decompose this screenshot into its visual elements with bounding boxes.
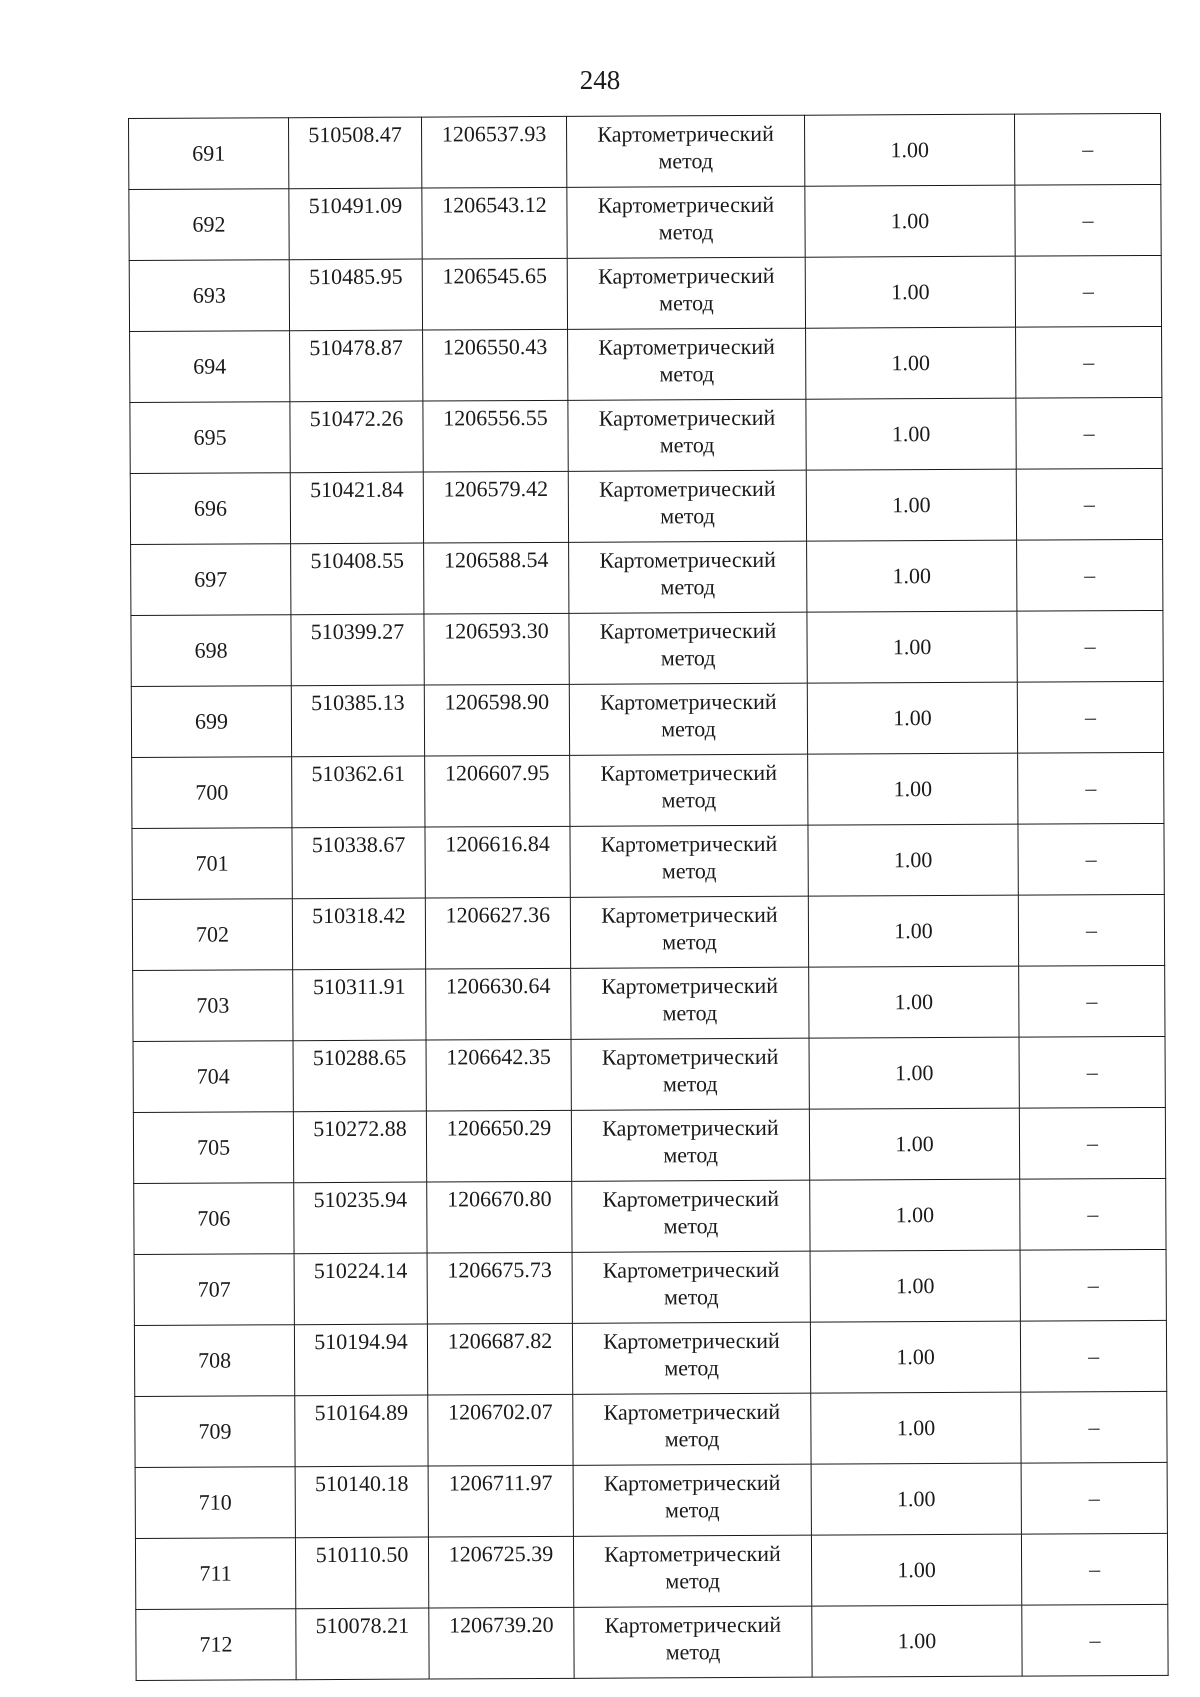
method-line-2: метод (659, 361, 715, 387)
accuracy-cell: 1.00 (810, 1179, 1020, 1251)
x-coordinate-cell: 510140.18 (295, 1466, 428, 1538)
y-coordinate-cell: 1206598.90 (424, 684, 569, 756)
accuracy-cell: 1.00 (811, 1392, 1021, 1464)
accuracy-cell: 1.00 (809, 966, 1019, 1038)
note-cell: – (1017, 539, 1163, 611)
x-coordinate-cell: 510485.95 (289, 259, 422, 331)
method-cell (567, 257, 805, 329)
x-coordinate-cell: 510362.61 (292, 756, 425, 828)
y-coordinate-cell: 1206642.35 (426, 1039, 571, 1111)
page-number: 248 (579, 65, 621, 95)
note-cell: – (1022, 1604, 1168, 1676)
point-number-cell: 698 (131, 615, 291, 687)
table-row (131, 681, 1163, 757)
point-number-cell: 704 (133, 1041, 293, 1113)
note-cell: – (1020, 1249, 1166, 1321)
y-coordinate-cell: 1206593.30 (424, 613, 569, 685)
x-coordinate-cell: 510472.26 (290, 401, 423, 473)
accuracy-cell: 1.00 (804, 114, 1014, 186)
method-cell (570, 754, 808, 826)
table-row (129, 113, 1161, 189)
x-coordinate-cell: 510078.21 (296, 1608, 429, 1680)
accuracy-cell: 1.00 (805, 256, 1015, 328)
method-line-1: Картометрический (602, 1185, 780, 1212)
x-coordinate-cell: 510491.09 (289, 188, 422, 260)
note-cell: – (1021, 1462, 1167, 1534)
note-cell: – (1018, 894, 1164, 966)
point-number-cell: 691 (129, 118, 289, 190)
table-row (135, 1462, 1167, 1538)
method-line-2: метод (661, 787, 717, 813)
method-line-2: метод (664, 1497, 720, 1523)
method-cell (570, 825, 808, 897)
method-line-1: Картометрический (602, 1114, 779, 1141)
method-cell (573, 1464, 811, 1536)
table-row (133, 965, 1165, 1041)
point-number-cell: 706 (134, 1183, 294, 1255)
method-line-2: метод (665, 1568, 720, 1594)
table-row (136, 1604, 1168, 1680)
point-number-cell: 707 (134, 1254, 294, 1326)
method-line-2: метод (663, 1284, 719, 1310)
note-cell: – (1020, 1320, 1166, 1392)
x-coordinate-cell: 510478.87 (290, 330, 423, 402)
method-cell (567, 186, 805, 258)
point-number-cell: 697 (131, 544, 291, 616)
method-line-1: Картометрический (601, 972, 779, 999)
y-coordinate-cell: 1206543.12 (422, 187, 567, 259)
point-number-cell: 712 (136, 1609, 296, 1681)
x-coordinate-cell: 510272.88 (293, 1111, 426, 1183)
y-coordinate-cell: 1206607.95 (425, 755, 570, 827)
accuracy-cell: 1.00 (806, 327, 1016, 399)
accuracy-cell: 1.00 (811, 1534, 1021, 1606)
point-number-cell: 705 (133, 1112, 293, 1184)
note-cell: – (1018, 752, 1164, 824)
accuracy-cell: 1.00 (810, 1250, 1020, 1322)
y-coordinate-cell: 1206588.54 (424, 542, 569, 614)
method-line-1: Картометрический (599, 546, 776, 573)
method-line-1: Картометрический (603, 1398, 781, 1425)
table-row (133, 1036, 1165, 1112)
x-coordinate-cell: 510508.47 (289, 117, 422, 189)
y-coordinate-cell: 1206627.36 (425, 897, 570, 969)
point-number-cell: 708 (134, 1325, 294, 1397)
point-number-cell: 694 (130, 331, 290, 403)
method-cell (569, 683, 807, 755)
method-line-1: Картометрический (601, 1043, 779, 1070)
y-coordinate-cell: 1206550.43 (423, 329, 568, 401)
method-line-2: метод (661, 716, 716, 742)
x-coordinate-cell: 510385.13 (291, 685, 424, 757)
point-number-cell: 695 (130, 402, 290, 474)
point-number-cell: 701 (132, 828, 292, 900)
table-row (130, 397, 1162, 473)
accuracy-cell: 1.00 (805, 185, 1015, 257)
x-coordinate-cell: 510399.27 (291, 614, 424, 686)
point-number-cell: 702 (132, 899, 292, 971)
point-number-cell: 710 (135, 1467, 295, 1539)
method-line-2: метод (665, 1639, 721, 1665)
method-cell (573, 1393, 811, 1465)
table-row (130, 326, 1162, 402)
x-coordinate-cell: 510408.55 (291, 543, 424, 615)
x-coordinate-cell: 510194.94 (294, 1324, 427, 1396)
y-coordinate-cell: 1206725.39 (428, 1536, 573, 1608)
accuracy-cell: 1.00 (807, 682, 1017, 754)
table-row (134, 1178, 1166, 1254)
table-row (132, 894, 1164, 970)
method-line-1: Картометрический (604, 1540, 781, 1567)
method-cell (572, 1322, 810, 1394)
note-cell: – (1015, 255, 1161, 327)
note-cell: – (1019, 1107, 1165, 1179)
method-line-2: метод (660, 503, 715, 529)
accuracy-cell: 1.00 (806, 469, 1016, 541)
table-row (133, 1107, 1165, 1183)
method-cell (569, 541, 807, 613)
note-cell: – (1016, 326, 1162, 398)
method-line-1: Картометрический (600, 830, 778, 857)
accuracy-cell: 1.00 (808, 824, 1018, 896)
note-cell: – (1018, 823, 1164, 895)
note-cell: – (1017, 610, 1163, 682)
x-coordinate-cell: 510164.89 (295, 1395, 428, 1467)
method-line-1: Картометрический (600, 688, 777, 715)
method-line-2: метод (663, 1213, 719, 1239)
method-line-1: Картометрический (603, 1327, 780, 1354)
x-coordinate-cell: 510318.42 (292, 898, 425, 970)
point-number-cell: 699 (131, 686, 291, 758)
point-number-cell: 696 (130, 473, 290, 545)
x-coordinate-cell: 510311.91 (293, 969, 426, 1041)
method-line-1: Картометрический (600, 759, 778, 786)
method-cell (568, 399, 806, 471)
table-row (130, 468, 1162, 544)
method-cell (566, 115, 804, 187)
point-number-cell: 700 (132, 757, 292, 829)
coordinates-table (128, 113, 1169, 1681)
table-row (132, 752, 1164, 828)
method-cell (573, 1535, 811, 1607)
method-cell (568, 328, 806, 400)
x-coordinate-cell: 510288.65 (293, 1040, 426, 1112)
method-line-2: метод (661, 858, 717, 884)
method-line-1: Картометрический (604, 1611, 782, 1638)
method-line-1: Картометрический (598, 404, 776, 431)
method-line-1: Картометрический (602, 1256, 780, 1283)
accuracy-cell: 1.00 (810, 1321, 1020, 1393)
method-line-2: метод (658, 219, 714, 245)
y-coordinate-cell: 1206630.64 (426, 968, 571, 1040)
accuracy-cell: 1.00 (812, 1605, 1022, 1677)
method-line-2: метод (658, 148, 714, 174)
method-cell (572, 1251, 810, 1323)
table-row (134, 1249, 1166, 1325)
method-line-1: Картометрический (603, 1469, 781, 1496)
note-cell: – (1021, 1391, 1167, 1463)
y-coordinate-cell: 1206739.20 (429, 1607, 574, 1679)
x-coordinate-cell: 510235.94 (294, 1182, 427, 1254)
y-coordinate-cell: 1206537.93 (421, 116, 566, 188)
method-cell (568, 470, 806, 542)
method-line-2: метод (659, 432, 715, 458)
method-line-1: Картометрический (597, 262, 775, 289)
x-coordinate-cell: 510224.14 (294, 1253, 427, 1325)
method-line-2: метод (664, 1355, 719, 1381)
point-number-cell: 692 (129, 189, 289, 261)
note-cell: – (1014, 113, 1160, 185)
y-coordinate-cell: 1206687.82 (427, 1323, 572, 1395)
accuracy-cell: 1.00 (808, 753, 1018, 825)
x-coordinate-cell: 510110.50 (295, 1537, 428, 1609)
point-number-cell: 693 (129, 260, 289, 332)
point-number-cell: 711 (135, 1538, 295, 1610)
note-cell: – (1020, 1178, 1166, 1250)
method-line-1: Картометрический (599, 617, 777, 644)
method-cell (571, 1109, 809, 1181)
note-cell: – (1016, 397, 1162, 469)
accuracy-cell: 1.00 (809, 1037, 1019, 1109)
method-cell (571, 1038, 809, 1110)
note-cell: – (1015, 184, 1161, 256)
accuracy-cell: 1.00 (809, 1108, 1019, 1180)
table-row (134, 1320, 1166, 1396)
y-coordinate-cell: 1206702.07 (428, 1394, 573, 1466)
accuracy-cell: 1.00 (807, 611, 1017, 683)
method-cell (569, 612, 807, 684)
table-row (135, 1533, 1167, 1609)
method-line-2: метод (660, 645, 716, 671)
note-cell: – (1019, 965, 1165, 1037)
coordinates-table-body (129, 113, 1169, 1680)
method-line-2: метод (660, 574, 716, 600)
table-row (132, 823, 1164, 899)
table-row (135, 1391, 1167, 1467)
method-line-2: метод (662, 929, 717, 955)
method-line-2: метод (662, 1071, 718, 1097)
note-cell: – (1016, 468, 1162, 540)
y-coordinate-cell: 1206616.84 (425, 826, 570, 898)
y-coordinate-cell: 1206675.73 (427, 1252, 572, 1324)
method-line-1: Картометрический (601, 901, 778, 928)
accuracy-cell: 1.00 (808, 895, 1018, 967)
table-row (129, 184, 1161, 260)
table-row (129, 255, 1161, 331)
x-coordinate-cell: 510421.84 (290, 472, 423, 544)
method-line-2: метод (663, 1142, 718, 1168)
method-cell (572, 1180, 810, 1252)
method-line-2: метод (659, 290, 714, 316)
point-number-cell: 703 (133, 970, 293, 1042)
y-coordinate-cell: 1206711.97 (428, 1465, 573, 1537)
point-number-cell: 709 (135, 1396, 295, 1468)
y-coordinate-cell: 1206670.80 (427, 1181, 572, 1253)
note-cell: – (1021, 1533, 1167, 1605)
method-cell (571, 967, 809, 1039)
method-line-2: метод (662, 1000, 718, 1026)
method-line-1: Картометрический (597, 120, 774, 147)
method-line-2: метод (664, 1426, 720, 1452)
method-line-1: Картометрический (599, 475, 776, 502)
accuracy-cell: 1.00 (811, 1463, 1021, 1535)
note-cell: – (1017, 681, 1163, 753)
method-cell (574, 1606, 812, 1678)
note-cell: – (1019, 1036, 1165, 1108)
table-row (131, 539, 1163, 615)
table-row (131, 610, 1163, 686)
y-coordinate-cell: 1206650.29 (426, 1110, 571, 1182)
x-coordinate-cell: 510338.67 (292, 827, 425, 899)
accuracy-cell: 1.00 (806, 398, 1016, 470)
method-line-1: Картометрический (597, 191, 775, 218)
method-cell (570, 896, 808, 968)
method-line-1: Картометрический (598, 333, 775, 360)
y-coordinate-cell: 1206556.55 (423, 400, 568, 472)
y-coordinate-cell: 1206579.42 (423, 471, 568, 543)
y-coordinate-cell: 1206545.65 (422, 258, 567, 330)
accuracy-cell: 1.00 (807, 540, 1017, 612)
